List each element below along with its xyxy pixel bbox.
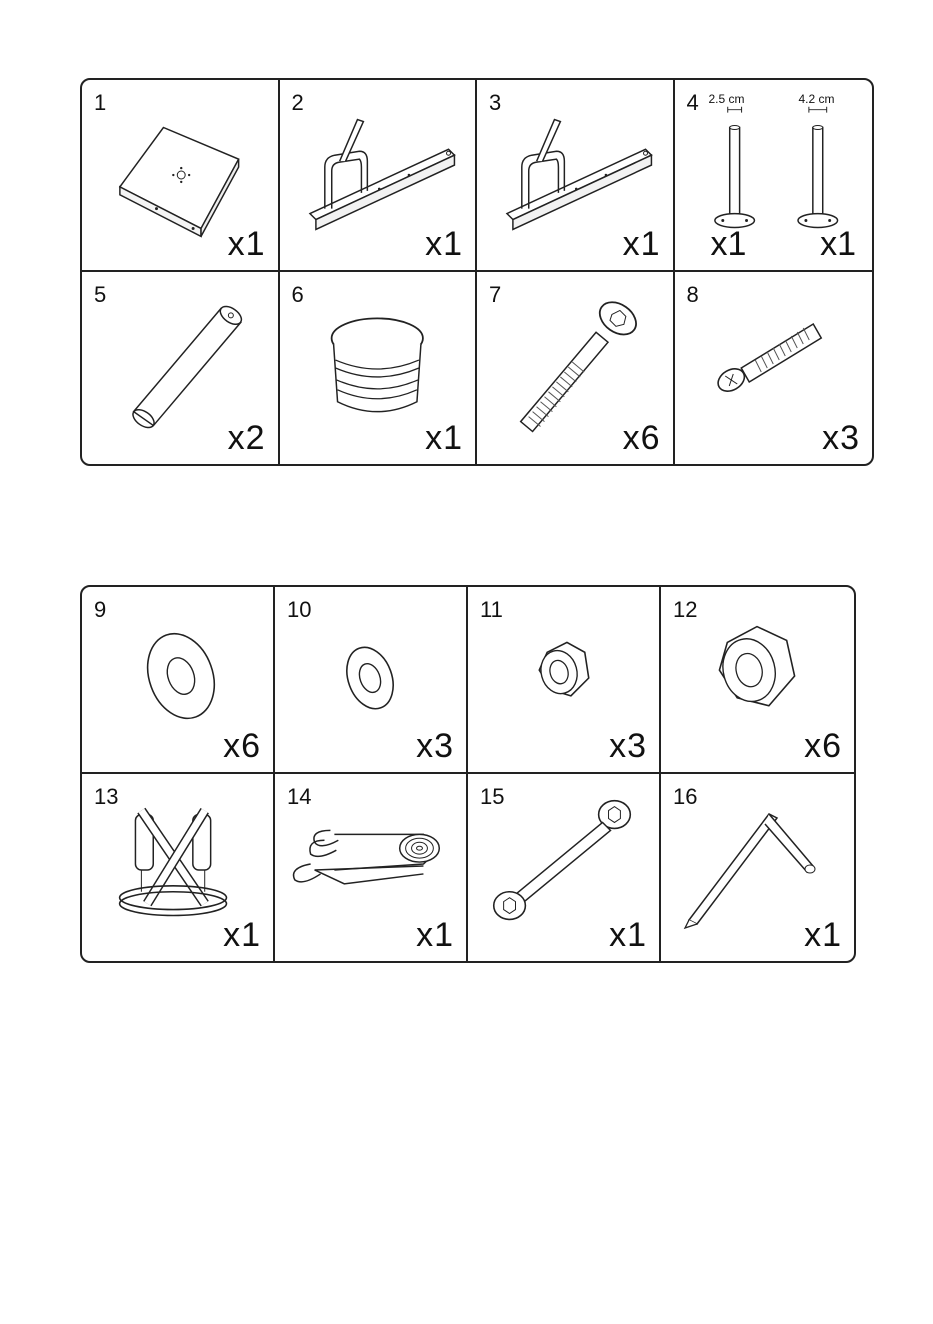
part-number: 9	[94, 597, 107, 622]
dimension-label-a: 2.5 cm	[708, 92, 745, 106]
part-cell-6	[280, 272, 478, 464]
part-quantity: x6	[622, 419, 661, 457]
part-quantity-b: x1	[820, 225, 856, 263]
part-quantity-a: x1	[710, 225, 747, 263]
part-quantity: x1	[223, 916, 261, 954]
part-cell-5	[82, 272, 280, 464]
part-quantity: x1	[227, 225, 266, 263]
parts-table-2	[80, 585, 856, 963]
part-number: 15	[480, 784, 505, 809]
part-number: 5	[94, 282, 107, 307]
part-cell-14	[275, 774, 468, 961]
part-quantity: x2	[227, 419, 266, 457]
part-number: 2	[291, 90, 304, 115]
part-quantity: x1	[804, 916, 842, 954]
part-cell-13	[82, 774, 275, 961]
parts-table-1	[80, 78, 874, 466]
part-cell-2	[280, 80, 478, 272]
part-cell-9	[82, 587, 275, 774]
part-cell-3	[477, 80, 675, 272]
part-cell-10	[275, 587, 468, 774]
part-cell-1	[82, 80, 280, 272]
part-quantity: x6	[223, 727, 261, 765]
part-quantity: x1	[425, 419, 463, 457]
part-quantity: x1	[425, 225, 463, 263]
part-number: 12	[673, 597, 698, 622]
part-quantity: x3	[416, 727, 454, 765]
part-cell-8	[675, 272, 873, 464]
part-cell-11	[468, 587, 661, 774]
part-cell-16	[661, 774, 854, 961]
part-number: 16	[673, 784, 698, 809]
part-cell-4	[675, 80, 873, 272]
part-cell-7	[477, 272, 675, 464]
part-quantity: x1	[609, 916, 647, 954]
part-number: 1	[94, 90, 107, 115]
part-cell-12	[661, 587, 854, 774]
part-quantity: x6	[804, 727, 842, 765]
part-quantity: x1	[416, 916, 454, 954]
part-number: 14	[287, 784, 312, 809]
part-number: 7	[489, 282, 502, 307]
part-number: 4	[686, 90, 699, 115]
part-cell-15	[468, 774, 661, 961]
part-number: 8	[686, 282, 699, 307]
part-number: 11	[480, 597, 503, 622]
part-quantity: x1	[622, 225, 661, 263]
dimension-label-b: 4.2 cm	[798, 92, 835, 106]
part-quantity: x3	[609, 727, 647, 765]
part-number: 10	[287, 597, 312, 622]
part-quantity: x3	[822, 419, 860, 457]
part-number: 13	[94, 784, 119, 809]
part-number: 6	[291, 282, 304, 307]
part-number: 3	[489, 90, 502, 115]
